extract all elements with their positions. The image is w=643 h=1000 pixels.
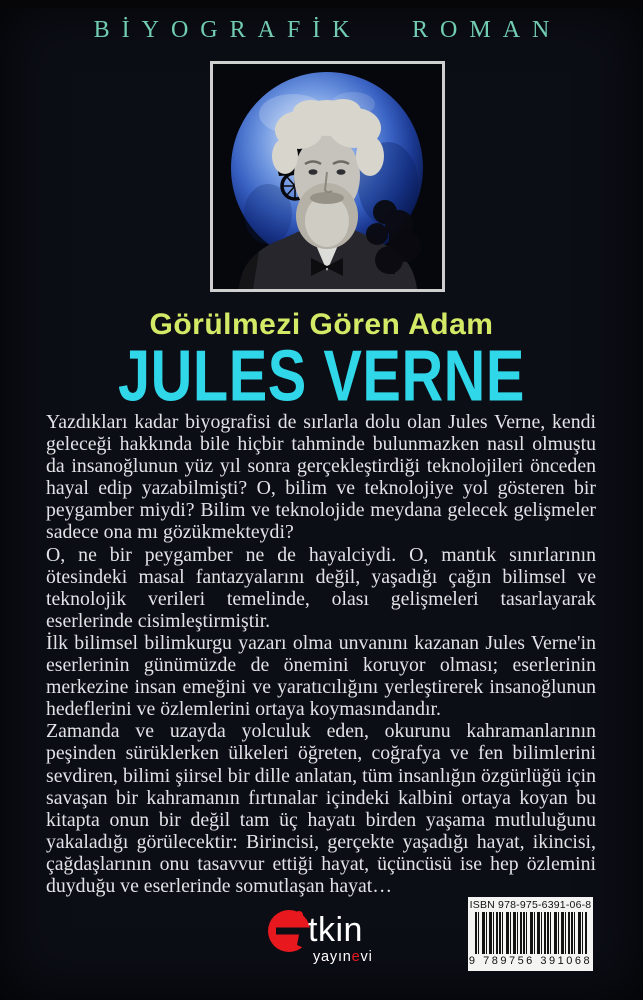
back-cover-blurb [46, 411, 596, 897]
barcode-bars [475, 912, 587, 954]
publisher-brand-text: tkin [308, 911, 363, 949]
blurb-paragraph-3: İlk bilimsel bilimkurgu yazarı olma unvanını kazanan Jules Verne'in eserlerinin günümüzde de önemini koruyor olması; eserlerinin merkezine insan emeğini ve yaratıcılığını yerleştirerek insanoğlunun hedeflerini ve özlemlerini ortaya koymasındandır. [46, 631, 596, 721]
book-subtitle: Görülmezi Gören Adam [149, 308, 494, 341]
genre-label: BİYOGRAFİK ROMAN [93, 17, 562, 43]
isbn-barcode [468, 897, 593, 971]
jules-verne-portrait-illustration [213, 64, 442, 289]
blurb-paragraph-2: O, ne bir peygamber ne de hayalciydi. O, mantık sınırlarının ötesindeki masal fantazyalarını değil, yaşadığı çağın bilimsel ve teknolojik verileri temelinde, olası gelişmeleri tasarlayarak eserlerinde cisimleştirmiştir. [46, 543, 596, 632]
publisher-tagline: yayınevi [313, 949, 373, 965]
author-photo [210, 61, 445, 292]
i-dot-accent [295, 911, 303, 919]
blurb-paragraph-4: Zamanda ve uzayda yolculuk eden, okurunu kahramanlarının peşinden sürüklerken ülkeleri öğreten, coğrafya ve fen bilimlerini sevdiren, bilimi şiirsel bir dille anlatan, tüm insanlığın özgürlüğü için savaşan bir kahramanın fırtınalar içindeki kalbini ortaya koyan bu kitapta onun bir değil tam üç hayatı birden yaşama mutluluğunu yakaladığı görülecektir: Birincisi, gerçekte yaşadığı hayat, ikincisi, çağdaşlarının onu tasavvur ettiği hayat, üçüncüsü ise hep özlemini duyduğu ve eserlerinde somutlaşan hayat… [46, 720, 596, 897]
blurb-paragraph-1: Yazdıkları kadar biyografisi de sırlarla dolu olan Jules Verne, kendi geleceği hakkında bile hiçbir tahminde bulunmazken nasıl olmuştu da insanoğlunun yüz yıl sonra gerçekleştirdiği teknolojileri önceden hayal edip yazabilmişti? O, bilim ve teknolojiye yol gösteren bir peygamber miydi? Bilim ve teknolojide meydana gelecek gelişmeler sadece ona mı gözükmekteydi? [46, 411, 596, 544]
etkin-e-icon [267, 909, 311, 953]
book-title: JULES VERNE [118, 334, 525, 417]
ean-digits: 9 789756 391068 [468, 955, 593, 967]
isbn-number: ISBN 978-975-6391-06-8 [469, 899, 592, 911]
publisher-logo [267, 909, 387, 967]
